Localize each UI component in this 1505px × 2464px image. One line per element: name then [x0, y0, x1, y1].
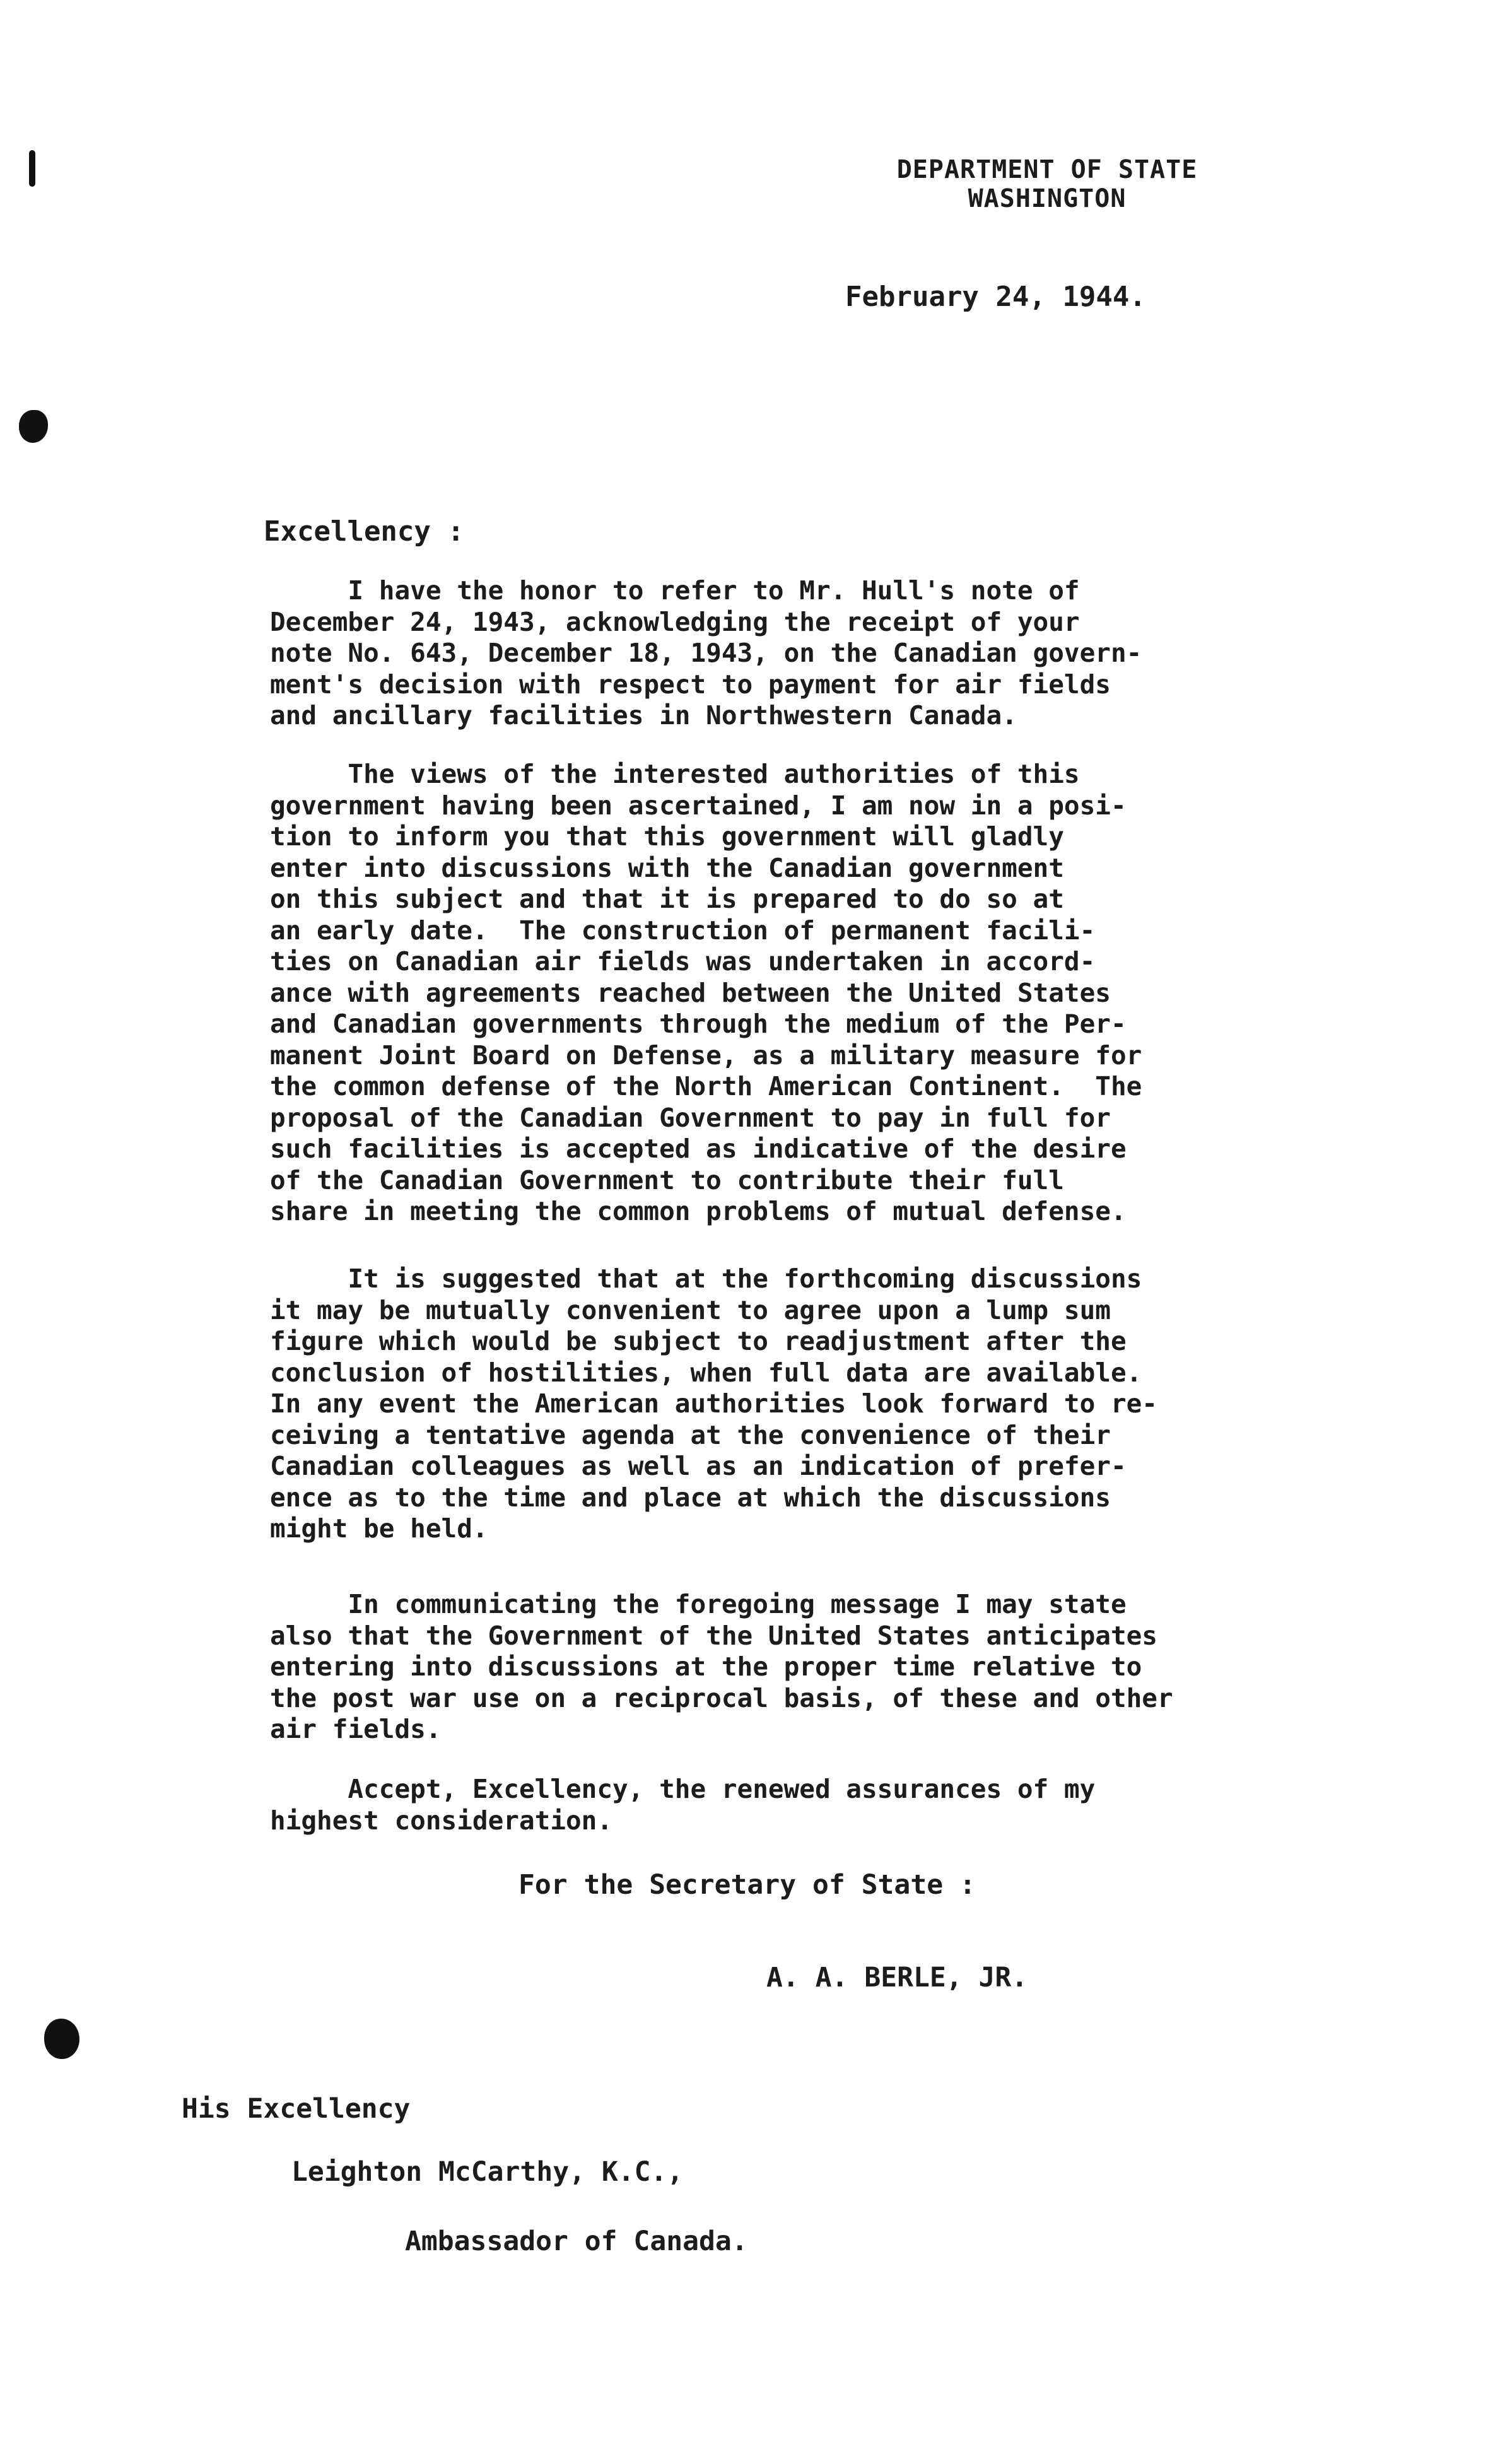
- body-paragraph-5: Accept, Excellency, the renewed assurances of my highest consideration.: [270, 1774, 1096, 1836]
- letterhead-department: DEPARTMENT OF STATE: [896, 155, 1198, 184]
- addressee-name: Leighton McCarthy, K.C.,: [291, 2156, 684, 2188]
- binding-mark-bottom: [44, 2019, 79, 2059]
- addressee-position: Ambassador of Canada.: [405, 2226, 748, 2257]
- salutation: Excellency :: [264, 515, 464, 548]
- binding-mark-middle: [19, 410, 48, 443]
- body-paragraph-2: The views of the interested authorities of this government having been ascertained, I am now in a posi- tion to inform you that this government will gladly enter into discussions with the Canadian government on this subject and that it is prepared to do so at an early date. The construction of permanent facili- ties on Canadian air fields was undertaken in accord- ance with agreements reached between the United States and Canadian governments through the medium of the Per- manent Joint Board on Defense, as a military measure for the common defense of the North American Continent. The proposal of the Canadian Government to pay in full for such facilities is accepted as indicative of the desire of the Canadian Government to contribute their full share in meeting the common problems of mutual defense.: [270, 759, 1142, 1226]
- addressee-title: His Excellency: [182, 2093, 411, 2125]
- binding-mark-top: [29, 150, 35, 187]
- letterhead-city: WASHINGTON: [968, 184, 1127, 213]
- body-paragraph-1: I have the honor to refer to Mr. Hull's note of December 24, 1943, acknowledging the receipt of your note No. 643, December 18, 1943, on the Canadian govern- ment's decision with respect to payment for air fields and ancillary facilities in Northwestern Canada.: [270, 575, 1142, 730]
- closing-line: For the Secretary of State :: [518, 1869, 976, 1901]
- letter-date: February 24, 1944.: [845, 281, 1146, 313]
- body-paragraph-3: It is suggested that at the forthcoming discussions it may be mutually convenient to agree upon a lump sum figure which would be subject to readjustment after the conclusion of hostilities, when full data are available. In any event the American authorities look forward to re- ceiving a tentative agenda at the convenience of their Canadian colleagues as well as an indication of prefer- ence as to the time and place at which the discussions might be held.: [270, 1264, 1157, 1544]
- signature-name: A. A. BERLE, JR.: [766, 1962, 1028, 1993]
- body-paragraph-4: In communicating the foregoing message I may state also that the Government of the United States anticipates entering into discussions at the proper time relative to the post war use on a reciprocal basis, of these and other air fields.: [270, 1589, 1173, 1744]
